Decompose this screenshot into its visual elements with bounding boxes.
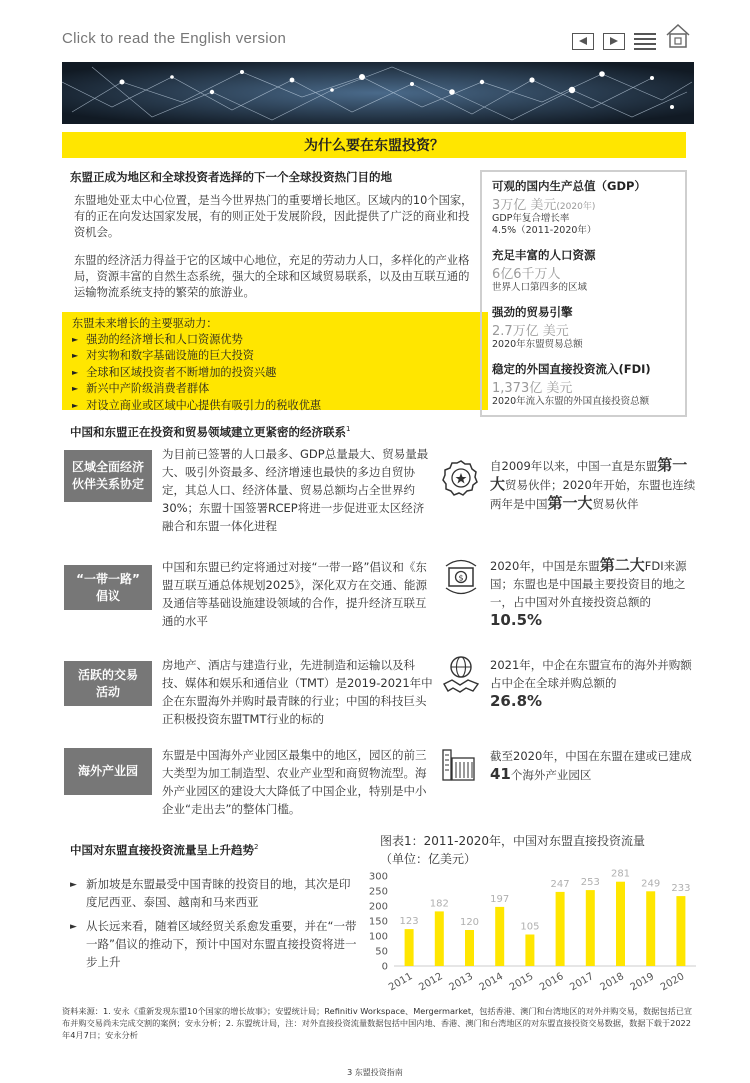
arrow-right-icon: ► [70, 922, 77, 932]
x-tick-label: 2018 [598, 971, 626, 994]
growth-drivers-box [62, 312, 488, 410]
x-tick-label: 2017 [568, 971, 596, 994]
triangle-left-icon [577, 36, 589, 46]
stat-gdp [492, 178, 675, 237]
arrow-right-icon: ► [70, 880, 77, 890]
intro-paragraph-1: 东盟地处亚太中心位置，是当今世界热门的重要增长地区。区域内的10个国家，有的正在向发达国家发展，有的则正处于发展阶段，因此提供了广泛的商业和投资机会。 [74, 194, 473, 239]
next-page-button[interactable] [603, 33, 625, 50]
x-tick-label: 2020 [658, 971, 687, 994]
x-tick-label: 2013 [447, 971, 475, 994]
fdi-bar-chart [360, 868, 700, 994]
page-title: 为什么要在东盟投资？ [62, 132, 686, 158]
triangle-right-icon [608, 36, 620, 46]
list-item: ► 从长远来看，随着区域经贸关系愈发重要，并在“一带一路”倡议的推动下，预计中国对东盟直接投资将进一步上升 [70, 919, 357, 969]
data-label: 123 [399, 916, 419, 928]
intro-paragraph-2: 东盟的经济活力得益于它的区域中心地位，充足的劳动力人口，多样化的产业格局，资源丰富的自然生态系统，强大的全球和区域贸易联系，以及由互联互通的运输物流系统支持的繁荣的旅游业。 [74, 254, 470, 299]
x-tick-label: 2015 [507, 971, 536, 994]
stat-title: 强劲的贸易引擎 [492, 305, 573, 319]
key-stats-box [480, 170, 687, 417]
bar-2018 [616, 882, 625, 966]
money-exchange-icon [440, 556, 482, 598]
stat-sub: GDP年复合增长率 [492, 213, 570, 224]
stat-title: 可观的国内生产总值（GDP） [492, 179, 646, 193]
globe-handshake-icon [440, 654, 482, 696]
home-icon[interactable] [665, 23, 691, 49]
page-number: 3 东盟投资指南 [347, 1068, 403, 1077]
stat-value: 1,373亿 美元 [492, 381, 573, 396]
y-tick-label: 100 [368, 931, 388, 943]
stat-title: 充足丰富的人口资源 [492, 248, 596, 262]
data-label: 182 [429, 898, 449, 910]
rcep-text: 为目前已签署的人口最多、GDP总量最大、贸易量最大、吸引外资最多、经济增速也最快的多边自贸协定，其总人口、经济体量、贸易总额均占全世界约30%；东盟十国签署RCEP将进一步促进亚太区经济融合和东盟一体化进程 [162, 447, 429, 533]
list-item: ► 全球和区域投资者不断增加的投资兴趣 [72, 365, 478, 382]
chart-title: 图表1：2011-2020年，中国对东盟直接投资流量 （单位：亿美元） [380, 834, 646, 866]
x-tick-label: 2011 [387, 971, 415, 994]
list-item: ► 对实物和数字基础设施的巨大投资 [72, 348, 478, 365]
mna-share-text: 2021年，中企在东盟宣布的海外并购额占中企在全球并购总额的 26.8% [490, 658, 692, 710]
x-tick-label: 2012 [417, 971, 445, 994]
x-tick-label: 2014 [477, 971, 506, 994]
belt-road-text: 中国和东盟已约定将通过对接“一带一路”倡议和《东盟互联互通总体规划2025》，深化双方在交通、能源及通信等基础设施建设领域的合作，提升经济互联互通的水平 [162, 560, 428, 628]
prev-page-button[interactable] [572, 33, 594, 50]
x-tick-label: 2019 [628, 971, 657, 994]
trade-partner-text: 自2009年以来，中国一直是东盟第一大贸易伙伴；2020年开始，东盟也连续两年是中国第一大贸易伙伴 [490, 456, 696, 512]
tag-belt-road: “一带一路” 倡议 [64, 565, 152, 610]
y-tick-label: 300 [368, 871, 388, 883]
banner-image [62, 62, 694, 124]
list-item: ► 强劲的经济增长和人口资源优势 [72, 332, 478, 349]
ties-heading: 中国和东盟正在投资和贸易领域建立更紧密的经济联系$^1$ [70, 425, 351, 439]
english-version-link[interactable]: Click to read the English version [62, 30, 287, 47]
bar-2011 [405, 929, 414, 966]
stat-sub: 2020年流入东盟的外国直接投资总额 [492, 396, 650, 407]
y-tick-label: 50 [375, 946, 388, 958]
y-tick-label: 200 [368, 901, 388, 913]
data-label: 233 [671, 883, 691, 895]
list-item: ► 对设立商业或区域中心提供有吸引力的税收优惠 [72, 398, 478, 415]
stat-value: 2.7万亿 美元 [492, 324, 569, 339]
stat-trade [492, 304, 675, 351]
industrial-parks-text: 东盟是中国海外产业园区最集中的地区，园区的前三大类型为加工制造型、农业产业型和商贸物流型。海外产业园区的建设大大降低了中国企业，特别是中小企业“走出去”的整体门槛。 [162, 748, 427, 816]
stat-value: 6亿6千万人 [492, 267, 561, 282]
data-label: 120 [459, 917, 480, 928]
bar-2016 [556, 892, 565, 966]
y-tick-label: 150 [368, 916, 388, 928]
y-tick-label: 0 [381, 961, 388, 973]
tag-industrial-parks: 海外产业园 [64, 748, 152, 795]
top-bar [0, 0, 750, 60]
stat-population [492, 247, 675, 294]
active-deals-text: 房地产、酒店与建造行业，先进制造和运输以及科技、媒体和娱乐和通信业（TMT）是2019-2021年中企在东盟海外并购时最青睐的行业；中国的科技巨头正积极投资东盟TMT行业的标的 [162, 658, 433, 726]
data-label: 105 [520, 921, 540, 933]
bar-2019 [646, 891, 655, 966]
data-label: 253 [580, 877, 600, 889]
data-label: 197 [490, 893, 510, 905]
bar-2013 [465, 930, 474, 966]
bar-2017 [586, 890, 595, 966]
y-tick-label: 250 [368, 886, 388, 898]
svg-text:$: $ [458, 573, 464, 583]
data-label: 247 [550, 878, 570, 890]
fdi-points [70, 875, 360, 977]
stat-fdi [492, 361, 675, 408]
tag-active-deals: 活跃的交易 活动 [64, 661, 152, 706]
stat-value: 3万亿 美元(2020年) [492, 198, 596, 213]
list-item: ► 新兴中产阶级消费者群体 [72, 381, 478, 398]
industrial-parks-count-text: 截至2020年，中国在东盟在建或已建成41个海外产业园区 [490, 749, 692, 783]
data-label: 249 [641, 878, 661, 890]
stat-sub: 世界人口第四多的区域 [492, 282, 588, 293]
bar-2014 [495, 907, 504, 966]
list-item: ► 新加坡是东盟最受中国青睐的投资目的地，其次是印度尼西亚、泰国、越南和马来西亚 [70, 877, 351, 909]
intro-heading: 东盟正成为地区和全球投资者选择的下一个全球投资热门目的地 [70, 170, 392, 184]
fdi-heading: 中国对东盟直接投资流量呈上升趋势$^2$ [70, 843, 259, 857]
award-medal-icon [440, 458, 482, 500]
data-label: 281 [610, 868, 631, 880]
growth-drivers-list [72, 332, 478, 415]
network-graphic [62, 62, 694, 124]
fdi-source-text: 2020年，中国是东盟第二大FDI来源国；东盟也是中国最主要投资目的地之一，占中国对外直接投资总额的10.5% [490, 556, 687, 629]
bar-2015 [525, 935, 534, 967]
growth-drivers-title: 东盟未来增长的主要驱动力： [72, 317, 218, 330]
nav-icons [572, 28, 691, 54]
stat-sub: 4.5%（2011-2020年） [492, 225, 597, 236]
menu-icon[interactable] [634, 33, 656, 50]
stat-sub: 2020年东盟贸易总额 [492, 339, 583, 350]
x-tick-label: 2016 [538, 971, 566, 994]
bar-2012 [435, 911, 444, 966]
bar-2020 [676, 896, 685, 966]
footer-sources: 资料来源：1. 安永《重新发现东盟10个国家的增长故事》；安盟统计局；Refinitiv Workspace、Mergermarket，包括香港、澳门和台湾地区的对外并购交易，数据包括已宣布并购交易尚未完成交割的案例；安永分析；2. 东盟统计局，注：对外直接投资流量数据包括中国内地、香港、澳门和台湾地区的对东盟直接投资交易数据，数据下载于2022年4月7日；安永分析 [62, 1006, 693, 1040]
buildings-icon [440, 744, 482, 786]
stat-title: 稳定的外国直接投资流入(FDI) [492, 362, 651, 376]
tag-rcep: 区域全面经济 伙伴关系协定 [64, 450, 152, 502]
